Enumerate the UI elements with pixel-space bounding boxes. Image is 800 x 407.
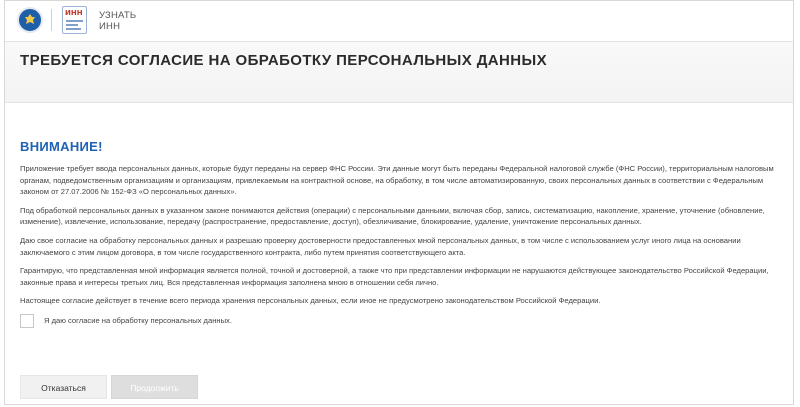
brand-line-2: ИНН (99, 21, 121, 32)
paragraph-guarantee: Гарантирую, что представленная мной информация является полной, точной и достоверной, а также что при представлении информации не нарушаются действующее законодательство Российской Федерации, законные права и интересы третьих лиц. Вся представленная информация заполнена мною в отношении себя лично. (20, 266, 769, 287)
consent-row (20, 314, 780, 332)
paragraph-validity: Настоящее согласие действует в течение всего периода хранения персональных данных, если иное не предусмотрено законодательством Российской Федерации. (20, 296, 601, 306)
consent-checkbox[interactable] (20, 314, 34, 328)
continue-button[interactable]: Продолжить (111, 375, 198, 399)
paragraph-data-transfer: Приложение требует ввода персональных данных, которые будут переданы на сервер ФНС России. Эти данные могут быть переданы Федеральной налоговой службе (ФНС России), территориальным налоговым органам, подведомственным организациям и организациям, привлекаемым на контрактной основе, на обработку, в том числе автоматизированную, своих персональных данных в соответствии с Федеральным законом от 27.07.2006 № 152-ФЗ «О персональных данных». (20, 164, 774, 197)
app-header (5, 1, 793, 41)
warning-heading: ВНИМАНИЕ! (20, 139, 103, 154)
paragraph-consent: Даю свое согласие на обработку персональных данных и разрешаю проверку достоверности предоставленных мной персональных данных, в том числе с использованием услуг иного лица на основании заключаемого с этим лицом договора, в том числе государственного контракта, либо путем принятия соответствующего акта. (20, 235, 741, 257)
page-title: ТРЕБУЕТСЯ СОГЛАСИЕ НА ОБРАБОТКУ ПЕРСОНАЛЬНЫХ ДАННЫХ (20, 52, 547, 69)
title-band (5, 41, 793, 103)
cancel-button[interactable]: Отказаться (20, 375, 107, 399)
consent-window (4, 0, 794, 405)
consent-content (20, 139, 780, 332)
fns-emblem-icon (17, 7, 43, 33)
inn-card-icon (62, 6, 87, 34)
inn-logo-text: ИНН (65, 9, 83, 17)
app-brand (99, 10, 136, 32)
paragraph-processing-definition: Под обработкой персональных данных в указанном законе понимаются действия (операции) с персональными данными, включая сбор, запись, систематизацию, накопление, хранение, уточнение (обновление, изменение), извлечение, использование, передачу (распространение, предоставление, доступ), обезличивание, блокирование, удаление, уничтожение персональных данных. (20, 205, 765, 227)
logo-divider (51, 9, 52, 31)
brand-line-1: УЗНАТЬ (99, 10, 137, 21)
consent-checkbox-label[interactable]: Я даю согласие на обработку персональных данных. (44, 315, 232, 325)
